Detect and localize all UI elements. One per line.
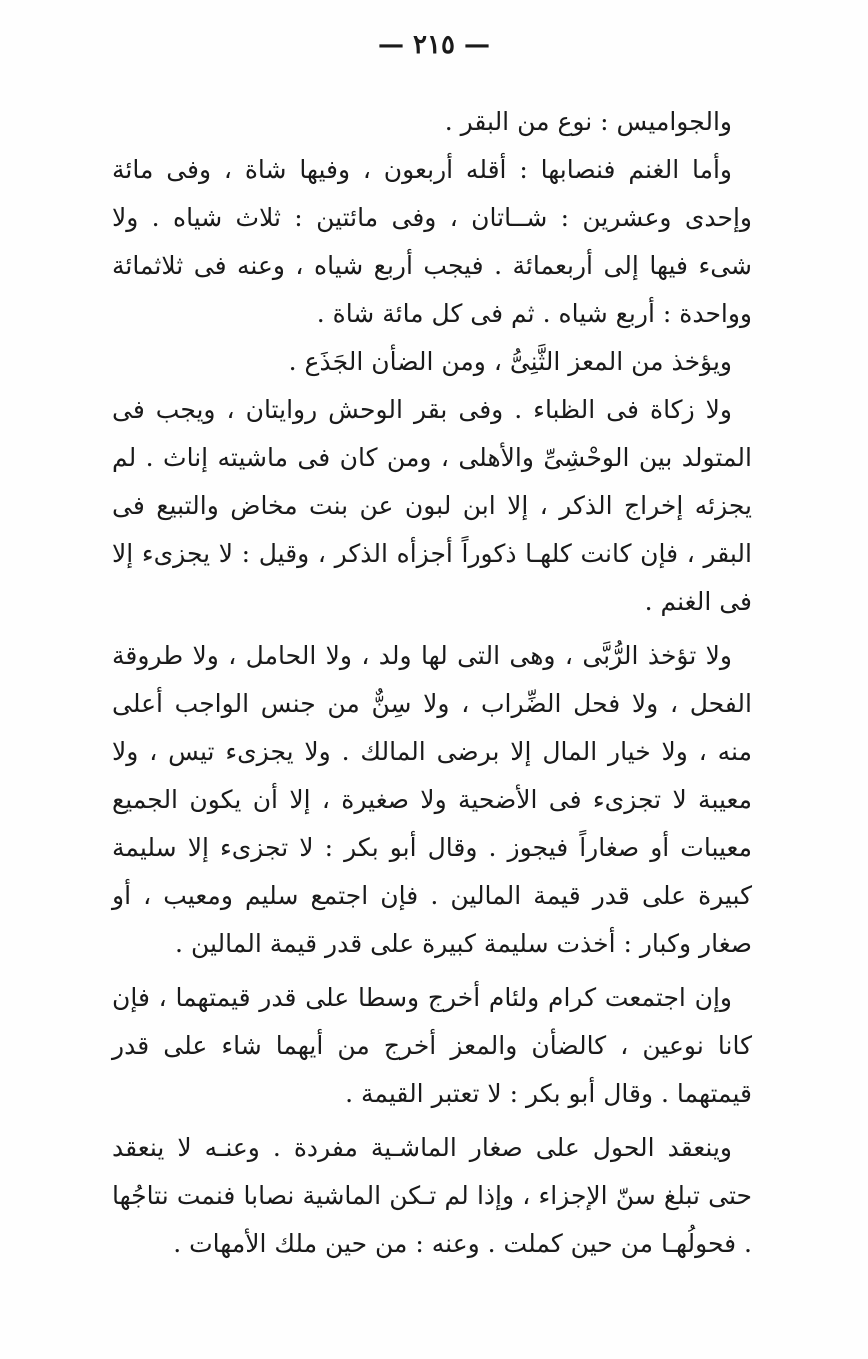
paragraph-hawl: وينعقد الحول على صغار الماشـية مفردة . وعنـه لا ينعقد حتى تبلغ سنّ الإجزاء ، وإذا لم تـكن الماشية نصابا فنمت نتاجُها . فحولُهـا من حين كملت . وعنه : من حين ملك الأمهات . [112, 1133, 752, 1258]
body-text [112, 98, 752, 1268]
paragraph-goat-age: ويؤخذ من المعز الثَّنِىُّ ، ومن الضأن الجَذَع . [288, 347, 732, 376]
paragraph-buffalo: والجواميس : نوع من البقر . [444, 107, 732, 136]
paragraph-wild-animals: ولا زكاة فى الظباء . وفى بقر الوحش روايتان ، ويجب فى المتولد بين الوحْشِىِّ والأهلى ، ومن كان فى ماشيته إناث . لم يجزئه إخراج الذكر ، إلا ابن لبون عن بنت مخاض والتبيع فى البقر ، فإن كانت كلهـا ذكوراً أجزأه الذكر ، وقيل : لا يجزىء إلا فى الغنم . [112, 395, 752, 616]
paragraph-mixed-herds: وإن اجتمعت كرام ولئام أخرج وسطا على قدر قيمتهما ، فإن كانا نوعين ، كالضأن والمعز أخرج من أيهما شاء على قدر قيمتهما . وقال أبو بكر : لا تعتبر القيمة . [112, 983, 752, 1108]
page-number: — ٢١٥ — [377, 30, 491, 60]
paragraph-sheep-nisab: وأما الغنم فنصابها : أقله أربعون ، وفيها شاة ، وفى مائة وإحدى وعشرين : شــاتان ، وفى مائتين : ثلاث شياه . ولا شىء فيها إلى أربعمائة . فيجب أربع شياه ، وعنه فى ثلاثمائة وواحدة : أربع شياه . ثم فى كل مائة شاة . [112, 155, 752, 328]
paragraph-excluded-animals: ولا تؤخذ الرُّبَّى ، وهى التى لها ولد ، ولا الحامل ، ولا طروقة الفحل ، ولا فحل الضِّراب ، ولا سِنٌّ من جنس الواجب أعلى منه ، ولا خيار المال إلا برضى المالك . ولا يجزىء تيس ، ولا معيبة لا تجزىء فى الأضحية ولا صغيرة ، إلا أن يكون الجميع معيبات أو صغاراً فيجوز . وقال أبو بكر : لا تجزىء إلا سليمة كبيرة على قدر قيمة المالين . فإن اجتمع سليم ومعيب ، أو صغار وكبار : أخذت سليمة كبيرة على قدر قيمة المالين . [112, 641, 752, 958]
